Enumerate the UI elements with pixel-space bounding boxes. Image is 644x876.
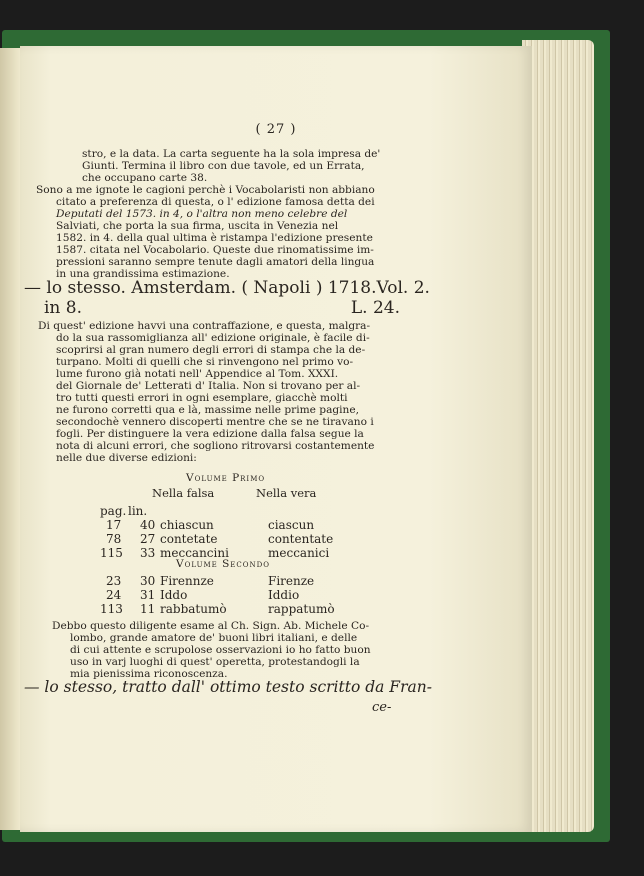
text-line: ne furono corretti qua e là, massime nelle prime pagine,: [56, 404, 360, 416]
text-line: del Giornale de' Letterati d' Italia. Non si trovano per al-: [56, 380, 361, 392]
text-line: do la sua rassomiglianza all' edizione originale, è facile di-: [56, 332, 370, 344]
text-line: stro, e la data. La carta seguente ha la sola impresa de': [82, 148, 381, 160]
page-edges: [522, 40, 594, 832]
text-line: nota di alcuni errori, che sogliono ritrovarsi costantemente: [56, 440, 375, 452]
cell-pag: 17: [106, 518, 122, 532]
cell-lin: 31: [140, 588, 156, 602]
table-row: [100, 574, 400, 588]
cell-falsa: Iddo: [160, 588, 188, 602]
text-line: scoprirsi al gran numero degli errori di stampa che la de-: [56, 344, 366, 356]
text-line: secondochè vennero discoperti mentre che se ne tiravano i: [56, 416, 374, 428]
cell-pag: 24: [106, 588, 122, 602]
table-row: [100, 588, 400, 602]
entry-format: in 8.: [44, 298, 83, 318]
col-header-true: Nella vera: [256, 486, 317, 500]
cell-vera: meccanici: [268, 546, 330, 560]
cell-vera: rappatumò: [268, 602, 335, 616]
volume-primo-heading: Volume Primo: [186, 472, 266, 484]
table-row: [100, 532, 400, 546]
cell-vera: ciascun: [268, 518, 315, 532]
text-line: Deputati del 1573. in 4, o l'altra non meno celebre del: [56, 208, 348, 220]
page-number: ( 27 ): [255, 122, 297, 137]
cell-vera: contentate: [268, 532, 334, 546]
paragraph-4: [52, 620, 418, 680]
cell-falsa: meccancini: [160, 546, 229, 560]
cell-falsa: contetate: [160, 532, 218, 546]
text-line: lombo, grande amatore de' buoni libri italiani, e delle: [70, 632, 358, 644]
text-line: mia pienissima riconoscenza.: [70, 668, 228, 680]
text-line: fogli. Per distinguere la vera edizione dalla falsa segue la: [56, 428, 364, 440]
cell-pag: 23: [106, 574, 122, 588]
cell-vera: Iddio: [268, 588, 300, 602]
volume-secondo-heading: Volume Secondo: [176, 558, 270, 570]
text-line: Giunti. Termina il libro con due tavole, ed un Errata,: [82, 160, 365, 172]
left-page-edge: [0, 48, 21, 830]
book-page: [20, 46, 532, 832]
text-line: Debbo questo diligente esame al Ch. Sign. Ab. Michele Co-: [52, 620, 370, 632]
table-row: [100, 602, 400, 616]
cell-falsa: chiascun: [160, 518, 214, 532]
cell-lin: 30: [140, 574, 156, 588]
text-line: che occupano carte 38.: [82, 172, 208, 184]
col-header-lin: lin.: [128, 504, 148, 518]
text-line: lume furono già notati nell' Appendice al Tom. XXXI.: [56, 368, 339, 380]
col-header-pag: pag.: [100, 504, 127, 518]
entry-heading-1: [24, 278, 430, 318]
entry-price: L. 24.: [350, 298, 400, 318]
text-line: nelle due diverse edizioni:: [56, 452, 197, 464]
entry-heading-2: — lo stesso, tratto dall' ottimo testo scritto da Fran-: [24, 678, 432, 696]
paragraph-1: [82, 148, 418, 184]
entry-volumes: Vol. 2.: [376, 278, 430, 298]
paragraph-3: [38, 320, 418, 464]
cell-falsa: rabbatumò: [160, 602, 227, 616]
text-line: pressioni saranno sempre tenute dagli amatori della lingua: [56, 256, 375, 268]
entry-title: — lo stesso. Amsterdam. ( Napoli ) 1718.: [24, 278, 377, 298]
cell-pag: 115: [100, 546, 123, 560]
paragraph-2: [36, 184, 418, 280]
cell-lin: 11: [140, 602, 156, 616]
table-row: [100, 518, 400, 532]
col-header-false: Nella falsa: [152, 486, 215, 500]
text-line: 1587. citata nel Vocabolario. Queste due rinomatissime im-: [56, 244, 374, 256]
cell-vera: Firenze: [268, 574, 315, 588]
cell-lin: 40: [140, 518, 156, 532]
text-line: 1582. in 4. della qual ultima è ristampa l'edizione presente: [56, 232, 373, 244]
text-line: turpano. Molti di quelli che si rinvengono nel primo vo-: [56, 356, 354, 368]
cell-pag: 113: [100, 602, 123, 616]
text-line: tro tutti questi errori in ogni esemplare, giacchè molti: [56, 392, 348, 404]
text-line: Di quest' edizione havvi una contraffazione, e questa, malgra-: [38, 320, 371, 332]
table-header-row: [100, 504, 400, 518]
cell-falsa: Firennze: [160, 574, 214, 588]
cell-lin: 27: [140, 532, 156, 546]
text-line: uso in varj luoghi di quest' operetta, protestandogli la: [70, 656, 360, 668]
cell-pag: 78: [106, 532, 122, 546]
cell-lin: 33: [140, 546, 156, 560]
text-line: citato a preferenza di questa, o l' edizione famosa detta dei: [56, 196, 375, 208]
text-line: in una grandissima estimazione.: [56, 268, 230, 280]
catchword: ce-: [372, 700, 392, 715]
text-line: Sono a me ignote le cagioni perchè i Vocabolaristi non abbiano: [36, 184, 375, 196]
text-line: Salviati, che porta la sua firma, uscita in Venezia nel: [56, 220, 339, 232]
text-line: di cui attente e scrupolose osservazioni io ho fatto buon: [70, 644, 371, 656]
